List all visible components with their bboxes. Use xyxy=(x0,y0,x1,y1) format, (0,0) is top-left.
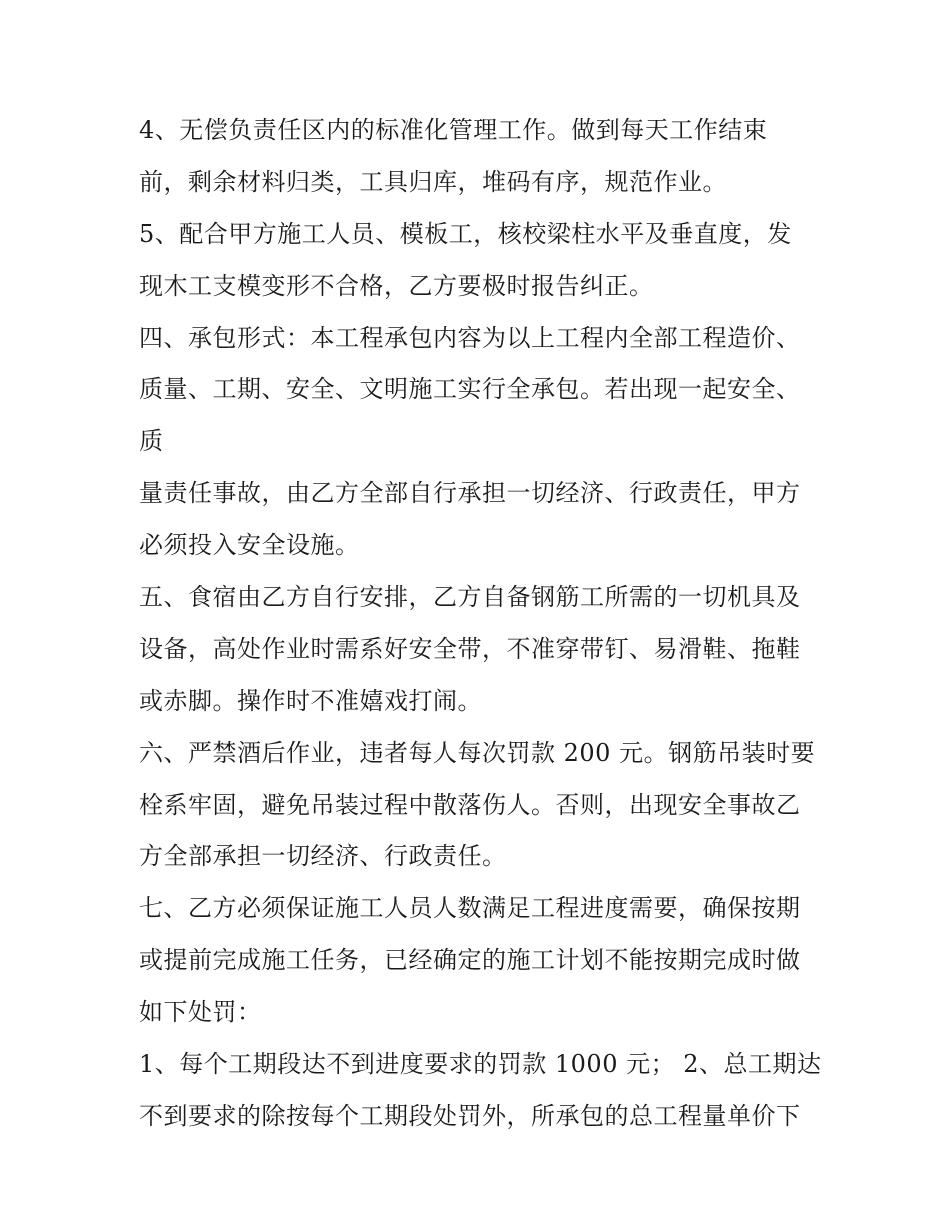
document-body xyxy=(139,111,822,1149)
text-line: 六、严禁酒后作业，违者每人每次罚款 200 元。钢筋吊装时要 xyxy=(139,738,816,767)
text-line: 量责任事故，由乙方全部自行承担一切经济、行政责任，甲方 xyxy=(139,479,801,508)
text-line: 不到要求的除按每个工期段处罚外，所承包的总工程量单价下 xyxy=(139,1101,801,1130)
text-line: 4、无偿负责任区内的标准化管理工作。做到每天工作结束 xyxy=(139,116,768,144)
text-line: 现木工支模变形不合格，乙方要极时报告纠正。 xyxy=(139,271,654,300)
text-line: 必须投入安全设施。 xyxy=(139,531,360,560)
text-line: 如下处罚： xyxy=(139,998,262,1027)
text-line: 方全部承担一切经济、行政责任。 xyxy=(139,842,507,871)
text-line: 前，剩余材料归类，工具归库，堆码有序，规范作业。 xyxy=(139,167,727,196)
text-line: 栓系牢固，避免吊装过程中散落伤人。否则，出现安全事故乙 xyxy=(139,790,801,819)
text-line: 5、配合甲方施工人员、模板工，核校梁柱水平及垂直度，发 xyxy=(139,219,792,248)
text-line: 设备，高处作业时需系好安全带，不准穿带钉、易滑鞋、拖鞋 xyxy=(139,634,801,663)
text-line: 质量、工期、安全、文明施工实行全承包。若出现一起安全、 xyxy=(139,375,801,404)
text-line: 四、承包形式：本工程承包内容为以上工程内全部工程造价、 xyxy=(139,323,801,352)
text-line: 或提前完成施工任务，已经确定的施工计划不能按期完成时做 xyxy=(139,946,801,975)
text-line: 七、乙方必须保证施工人员人数满足工程进度需要，确保按期 xyxy=(139,894,801,923)
text-line: 1、每个工期段达不到进度要求的罚款 1000 元； 2、总工期达 xyxy=(139,1050,822,1079)
text-line: 或赤脚。操作时不准嬉戏打闹。 xyxy=(139,686,482,715)
text-line: 五、食宿由乙方自行安排，乙方自备钢筋工所需的一切机具及 xyxy=(139,583,801,612)
text-line: 质 xyxy=(139,427,164,456)
